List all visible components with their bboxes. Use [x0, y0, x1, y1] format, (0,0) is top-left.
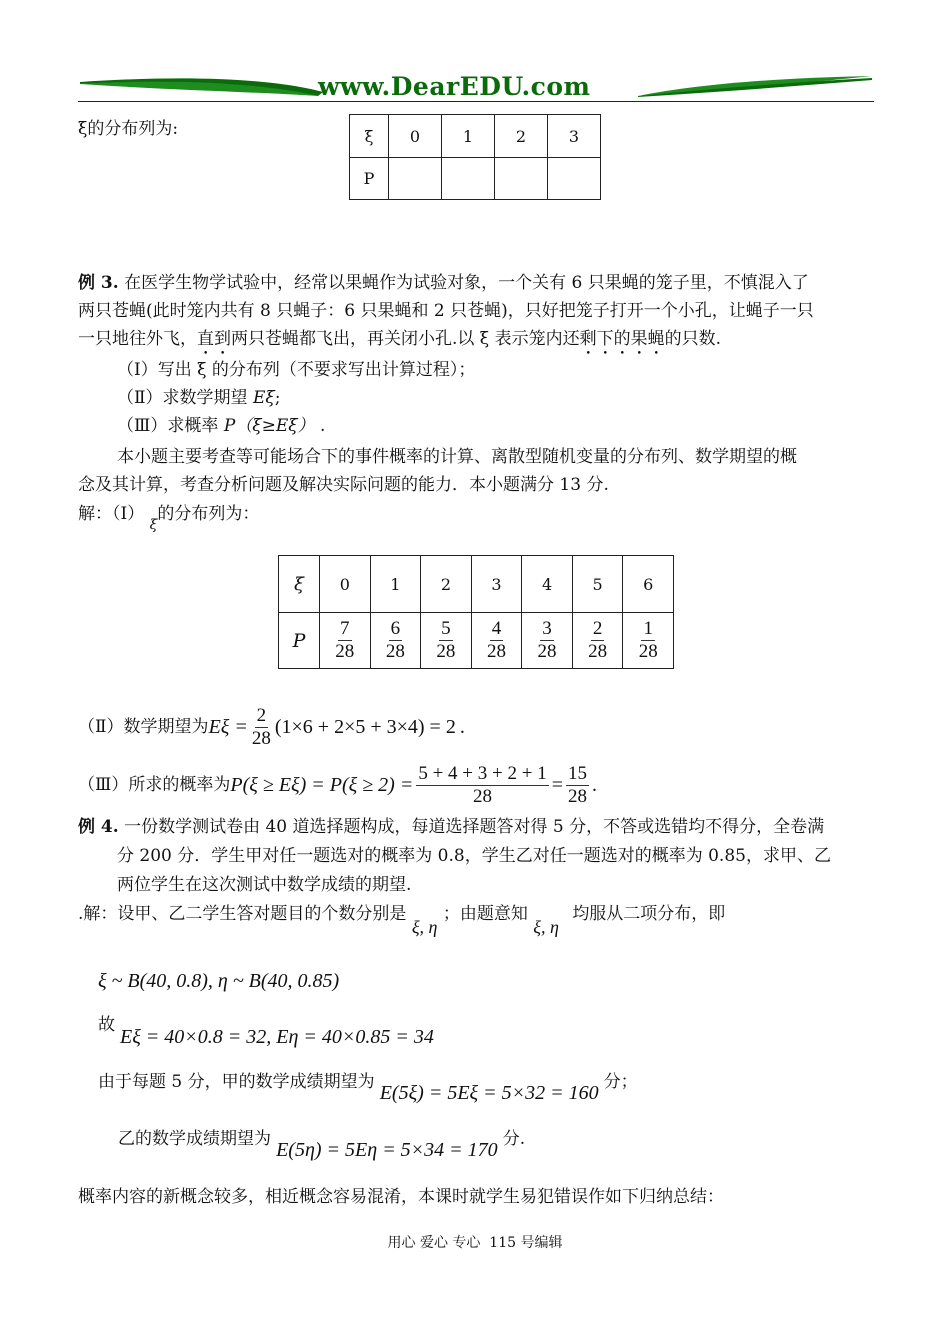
example3-solution-line — [78, 504, 260, 533]
part2-fraction — [250, 705, 273, 750]
part3-prefix: （Ⅲ）所求的概率为 — [78, 775, 231, 795]
q2-suffix: ; — [274, 388, 281, 408]
ex4-sol-math1: ξ, η — [411, 917, 438, 937]
part2-prefix: （Ⅱ）数学期望为 — [78, 717, 209, 737]
ex4-distribution: ξ ~ B(40, 0.8), η ~ B(40, 0.85) — [98, 970, 340, 992]
example4-line2: 分 200 分．学生甲对任一题选对的概率为 0.8，学生乙对任一题选对的概率为 0.85，求甲、乙 — [117, 846, 831, 866]
ex4-yi-suffix: 分. — [502, 1129, 526, 1149]
example4-line3: 两位学生在这次测试中数学成绩的期望. — [117, 875, 412, 895]
prob-numerator: 6 — [390, 618, 401, 639]
q3-prefix: （Ⅲ）求概率 — [117, 416, 219, 436]
table2-header-cell: 3 — [471, 556, 522, 613]
example4-solution-line — [78, 903, 726, 937]
part3-frac2-den: 28 — [568, 785, 587, 807]
part3-frac1-num: 5 + 4 + 3 + 2 + 1 — [418, 762, 547, 784]
table1-label: ξ的分布列为: — [78, 119, 179, 139]
ex4-sol-suffix: 均服从二项分布，即 — [572, 904, 726, 924]
q2-prefix: （Ⅱ）求数学期望 — [117, 388, 248, 408]
part3-expr: P(ξ ≥ Eξ) = P(ξ ≥ 2) = — [230, 773, 414, 796]
q3-math: P（ξ≥Eξ） — [223, 416, 315, 436]
table2-p-label: P — [279, 613, 320, 669]
ex4-jia-prefix: 由于每题 5 分，甲的数学成绩期望为 — [98, 1072, 375, 1092]
table2-header-cell: 5 — [572, 556, 623, 613]
example4-line1-text: 一份数学测试卷由 40 道选择题构成，每道选择题答对得 5 分，不答或选错均不得分，全卷满 — [124, 817, 825, 837]
prob-numerator: 4 — [491, 618, 502, 639]
example3-line3-b: 两只苍蝇都飞出，再关闭小孔.以 ξ 表示笼内还 — [231, 329, 580, 349]
table1-header-cell: ξ — [350, 115, 389, 158]
table1-header-cell: 1 — [442, 115, 495, 158]
example3-intro1: 本小题主要考查等可能场合下的事件概率的计算、离散型随机变量的分布列、数学期望的概 — [117, 447, 797, 467]
emphasis-text-shengxia: 剩下的果蝇 — [579, 329, 665, 349]
distribution-table-empty — [349, 114, 601, 200]
example3-line1-text: 在医学生物学试验中，经常以果蝇作为试验对象，一个关有 6 只果蝇的笼子里，不慎混入了 — [124, 273, 809, 293]
table2-header-cell: 1 — [370, 556, 421, 613]
part2-frac-den: 28 — [251, 727, 271, 749]
ex4-expectation: Eξ = 40×0.8 = 32, Eη = 40×0.85 = 34 — [120, 1026, 434, 1048]
prob-numerator: 3 — [542, 618, 552, 639]
table2-header-cell: 0 — [320, 556, 371, 613]
prob-denominator: 28 — [436, 641, 456, 662]
table1-header-cell: 0 — [389, 115, 442, 158]
example3-line1 — [78, 273, 809, 293]
prob-denominator: 28 — [335, 641, 355, 662]
table2-prob-cell — [471, 613, 522, 669]
table2-prob-cell — [522, 613, 573, 669]
table1-header-cell: 2 — [495, 115, 548, 158]
prob-numerator: 7 — [340, 618, 350, 639]
header-logo-text[interactable]: www.DearEDU.com — [318, 72, 591, 101]
header-banner — [78, 70, 874, 104]
emphasis-text-zhidao: 直到 — [197, 329, 231, 349]
table2-prob-cell — [320, 613, 371, 669]
part3-probability — [78, 758, 597, 812]
part3-frac2-num: 15 — [568, 762, 587, 784]
table2-xi-header: ξ — [279, 556, 320, 613]
prob-denominator: 28 — [486, 641, 506, 662]
q3-suffix: . — [320, 416, 326, 436]
example3-line3 — [78, 329, 721, 359]
ex4-sol-math2: ξ, η — [533, 917, 559, 937]
part3-eq: = — [551, 773, 563, 796]
table2-header-cell: 6 — [623, 556, 674, 613]
ex4-sol-prefix: .解：设甲、乙二学生答对题目的个数分别是 — [78, 904, 407, 924]
table2-header-cell: 4 — [522, 556, 573, 613]
part3-frac1-den: 28 — [473, 785, 493, 807]
part3-fraction1 — [416, 763, 548, 808]
table1-empty-cell — [548, 158, 601, 200]
example3-intro2: 念及其计算，考查分析问题及解决实际问题的能力．本小题满分 13 分. — [78, 475, 609, 495]
part2-expectation — [78, 700, 465, 754]
prob-denominator: 28 — [385, 641, 405, 662]
ex4-jia-math: E(5ξ) = 5Eξ = 5×32 = 160 — [379, 1082, 599, 1104]
part2-frac-num: 2 — [256, 704, 267, 726]
prob-numerator: 2 — [592, 618, 603, 639]
q2-math: Eξ — [252, 388, 275, 408]
table1-empty-cell — [389, 158, 442, 200]
part2-rhs: (1×6 + 2×5 + 3×4) = 2 — [274, 715, 456, 738]
table2-prob-cell — [572, 613, 623, 669]
prob-denominator: 28 — [588, 641, 608, 662]
solution-xi: ξ — [149, 517, 158, 533]
table2-prob-cell — [421, 613, 472, 669]
example3-line3-c: 的只数. — [664, 329, 721, 349]
ex4-yi-prefix: 乙的数学成绩期望为 — [118, 1129, 271, 1149]
prob-numerator: 1 — [643, 618, 653, 639]
page-footer: 用心 爱心 专心 115 号编辑 — [387, 1235, 563, 1251]
table2-prob-cell — [623, 613, 674, 669]
ex4-gu: 故 — [98, 1015, 115, 1035]
part3-end: . — [592, 773, 597, 796]
example3-label: 例 3. — [78, 273, 119, 293]
header-rule — [78, 101, 874, 102]
ex4-yi-math: E(5η) = 5Eη = 5×34 = 170 — [276, 1139, 498, 1161]
ex4-sol-mid: ；由题意知 — [442, 904, 528, 924]
summary-line: 概率内容的新概念较多，相近概念容易混淆，本课时就学生易犯错误作如下归纳总结： — [78, 1187, 724, 1207]
example3-line2: 两只苍蝇(此时笼内共有 8 只蝇子：6 只果蝇和 2 只苍蝇)，只好把笼子打开一个小孔，让蝇子一只 — [78, 301, 814, 321]
table1-empty-cell — [495, 158, 548, 200]
example3-q2 — [117, 388, 280, 408]
example3-q1: （Ⅰ）写出 ξ 的分布列（不要求写出计算过程）； — [117, 360, 476, 380]
prob-denominator: 28 — [537, 641, 557, 662]
table2-header-cell: 2 — [421, 556, 472, 613]
solution-prefix: 解：（Ⅰ） — [78, 504, 145, 524]
table2-prob-cell — [370, 613, 421, 669]
distribution-table-xi — [278, 555, 674, 669]
solution-suffix: 的分布列为： — [157, 504, 260, 524]
table1-empty-cell — [442, 158, 495, 200]
example3-q3 — [117, 416, 325, 436]
part2-end: . — [459, 715, 465, 738]
table1-p-cell: P — [350, 158, 389, 200]
ex4-jia-suffix: 分； — [603, 1072, 638, 1092]
part2-lhs: Eξ = — [208, 715, 248, 738]
example3-line3-a: 一只地往外飞， — [78, 329, 197, 349]
example4-label: 例 4. — [78, 817, 119, 837]
table1-header-cell: 3 — [548, 115, 601, 158]
prob-numerator: 5 — [441, 618, 451, 639]
prob-denominator: 28 — [638, 641, 658, 662]
ex4-jia — [98, 1070, 638, 1104]
part3-fraction2 — [566, 763, 589, 808]
example4-line1 — [78, 817, 824, 837]
ex4-yi — [118, 1127, 526, 1161]
